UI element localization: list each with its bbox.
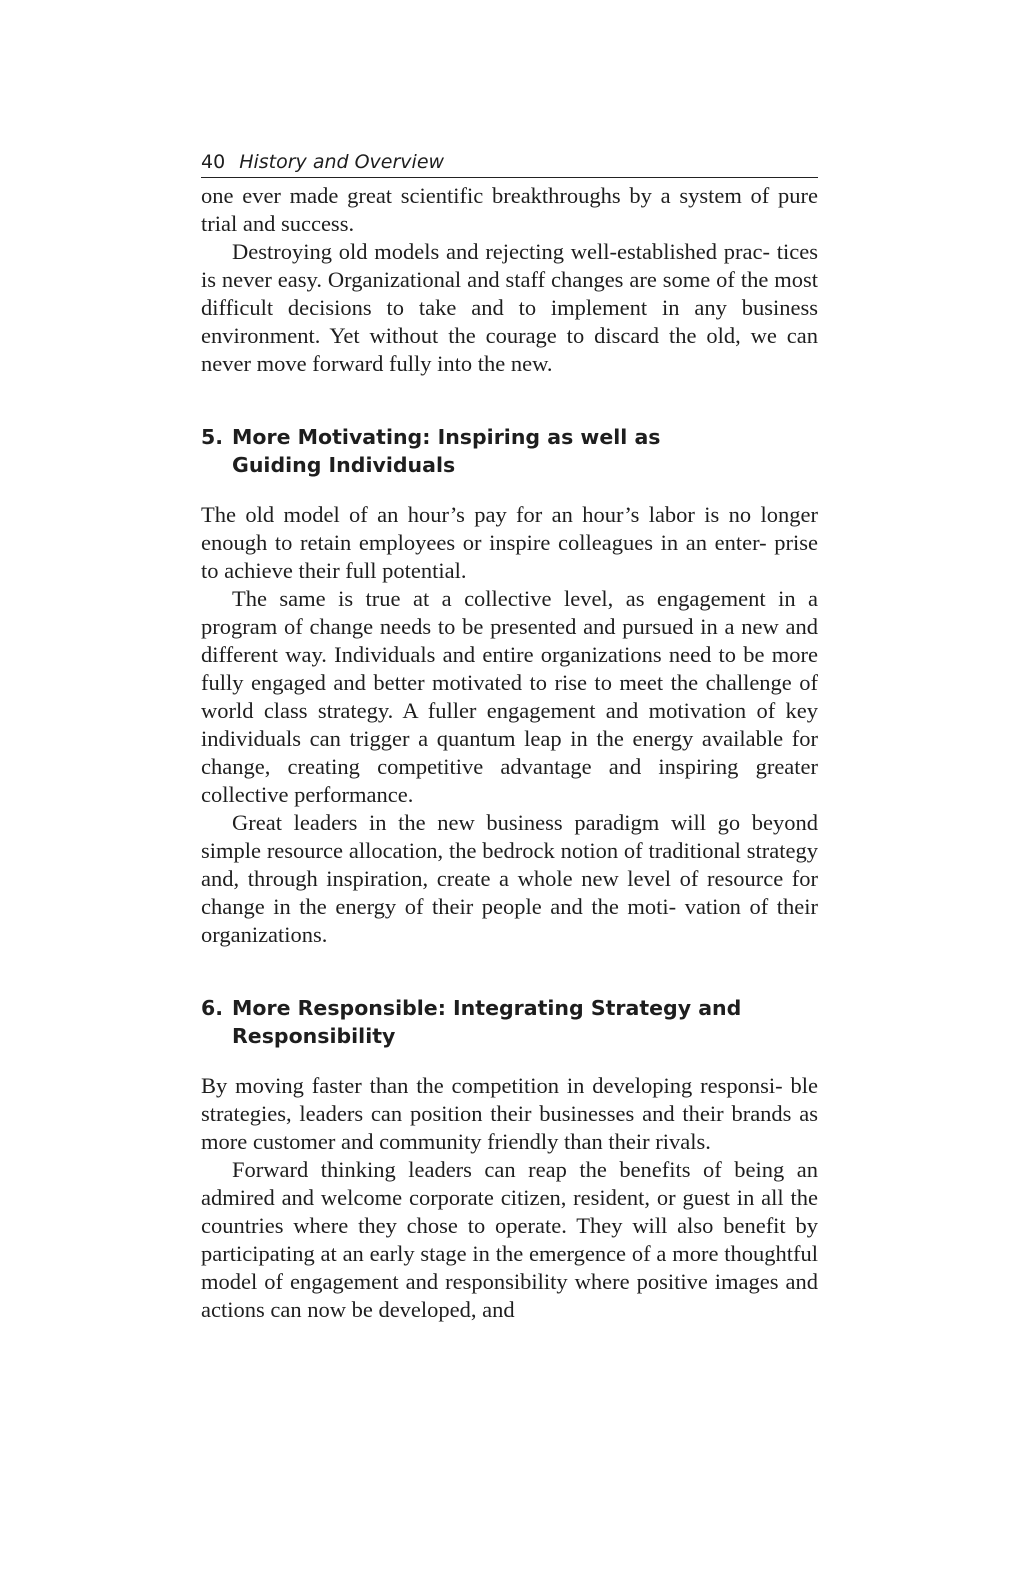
text-line: and inspiring greater collective performance. [201,754,819,807]
text-line: Great leaders in the new business paradigm will go beyond [232,810,818,835]
text-line: program of change needs to be presented and pursued in a new [201,614,779,639]
text-line: motivation of key individuals can trigger a quantum leap in the [201,698,819,751]
section-title [232,423,818,479]
section-5-body [201,501,818,949]
page-number: 40 [201,151,226,173]
text-line: pure trial and success. [201,183,819,236]
running-head-title: History and Overview [239,151,445,173]
text-line: tices is never easy. Organizational and staff changes are some [201,239,819,292]
text-line: of the most difficult decisions to take and to implement in any [201,267,818,320]
text-line: By moving faster than the competition in developing responsi- [201,1073,783,1098]
section-number: 6. [201,996,224,1020]
text-line: simple resource allocation, the bedrock notion of traditional [201,838,741,863]
paragraph [201,809,818,949]
text-line: vation of their organizations. [201,894,818,947]
heading-line: Responsibility [232,1024,396,1048]
text-line: where positive images and actions can now be developed, and [201,1269,819,1322]
text-line: prise to achieve their full potential. [201,530,818,583]
text-line: benefit by participating at an early stage in the emergence of a [201,1213,819,1266]
text-line: challenge of world class strategy. A fuller engagement and [201,670,819,723]
text-line: The same is true at a collective level, as engagement in a [232,586,818,611]
paragraph [201,238,818,378]
text-line: strategy and, through inspiration, create a whole new level of [201,838,818,891]
paragraph [201,1072,818,1156]
text-line: be more fully engaged and better motivated to rise to meet the [201,642,818,695]
text-line: more thoughtful model of engagement and responsibility [201,1241,819,1294]
continuation-text [201,182,818,378]
section-6-body [201,1072,818,1324]
heading-line: More Motivating: Inspiring as well as [232,425,661,449]
text-line: one ever made great scientific breakthroughs by a system of [201,183,770,208]
running-head [201,148,818,178]
text-line: energy available for change, creating competitive advantage [201,726,819,779]
paragraph [201,1156,818,1324]
text-line: Forward thinking leaders can reap the benefits of being an [232,1157,818,1182]
text-line: rivals. [655,1129,711,1154]
text-line: The old model of an hour’s pay for an hour’s labor is no longer [201,502,818,527]
section-title [232,994,818,1050]
text-line: business environment. Yet without the courage to discard the [201,295,818,348]
text-line: and different way. Individuals and entire organizations need to [201,614,818,667]
text-line: old, we can never move forward fully into the new. [201,323,818,376]
paragraph-continued [201,182,818,238]
text-line: resource for change in the energy of their people and the moti- [201,866,819,919]
text-line: brands as more customer and community friendly than their [201,1101,818,1154]
text-line: all the countries where they chose to operate. They will also [201,1185,818,1238]
section-heading-6 [201,994,818,1050]
text-line: enough to retain employees or inspire colleagues in an enter- [201,530,767,555]
heading-line: Guiding Individuals [232,453,456,477]
paragraph [201,585,818,809]
text-line: Destroying old models and rejecting well-established prac- [232,239,770,264]
section-heading-5 [201,423,818,479]
section-number: 5. [201,425,224,449]
text-line: ble strategies, leaders can position their businesses and their [201,1073,818,1126]
book-page [201,148,818,1324]
text-line: admired and welcome corporate citizen, resident, or guest in [201,1185,755,1210]
paragraph [201,501,818,585]
heading-line: More Responsible: Integrating Strategy and [232,996,742,1020]
